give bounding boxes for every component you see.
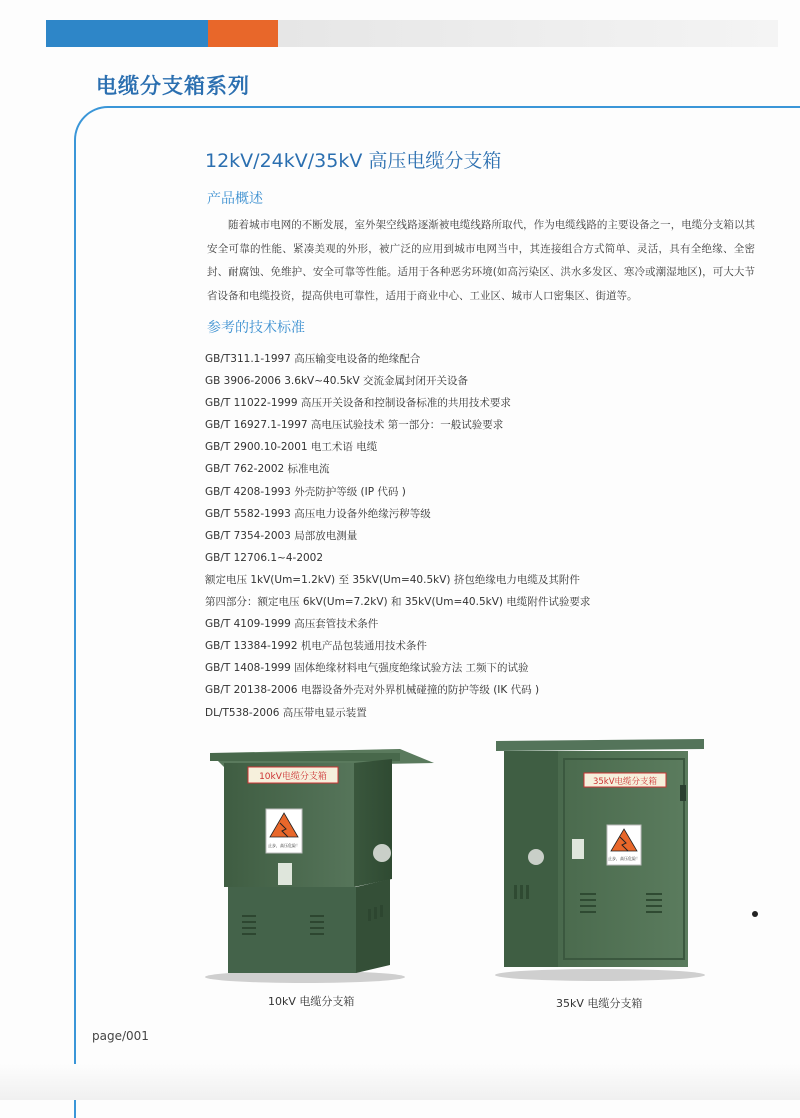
standard-item: 第四部分：额定电压 6kV(Um=7.2kV) 和 35kV(Um=40.5kV) 电缆附件试验要求	[205, 596, 591, 609]
standard-item: DL/T538-2006 高压带电显示装置	[205, 706, 367, 719]
standard-item: GB/T 7354-2003 局部放电测量	[205, 529, 358, 542]
standard-item: GB/T 4109-1999 高压套管技术条件	[205, 618, 379, 631]
standards-list	[205, 348, 590, 724]
header-orange-bar	[208, 20, 278, 47]
standards-heading: 参考的技术标准	[207, 320, 305, 336]
standard-item: GB/T 16927.1-1997 高电压试验技术 第一部分：一般试验要求	[205, 419, 504, 432]
cabinet-35kv-warning: 止步，高压危险！	[608, 856, 640, 861]
series-title: 电缆分支箱系列	[96, 74, 250, 98]
page-number: page/001	[92, 1029, 149, 1043]
cabinet-10kv-label: 10kV电缆分支箱	[259, 772, 327, 782]
standard-item: 额定电压 1kV(Um=1.2kV) 至 35kV(Um=40.5kV) 挤包绝缘电力电缆及其附件	[205, 573, 580, 586]
overview-heading: 产品概述	[207, 191, 263, 207]
standard-item: GB 3906-2006 3.6kV~40.5kV 交流金属封闭开关设备	[205, 375, 468, 388]
standard-item: GB/T 12706.1~4-2002	[205, 551, 324, 564]
standard-item: GB/T 11022-1999 高压开关设备和控制设备标准的共用技术要求	[205, 397, 511, 410]
standard-item: GB/T311.1-1997 高压输变电设备的绝缘配合	[205, 353, 421, 365]
header-gray-bar	[278, 20, 778, 47]
cabinet-10kv-warning: 止步，高压危险！	[268, 843, 300, 848]
page-bottom-edge	[0, 1064, 800, 1100]
scan-speck	[752, 911, 758, 917]
cabinet-10kv-caption: 10kV 电缆分支箱	[268, 995, 355, 1008]
standard-item: GB/T 20138-2006 电器设备外壳对外界机械碰撞的防护等级 (IK 代码 )	[205, 684, 540, 697]
product-title: 12kV/24kV/35kV 高压电缆分支箱	[205, 150, 502, 172]
cabinet-10kv-image	[200, 745, 450, 985]
standard-item: GB/T 762-2002 标准电流	[205, 463, 330, 476]
cabinet-35kv-label: 35kV电缆分支箱	[592, 777, 658, 787]
cabinet-35kv-caption: 35kV 电缆分支箱	[556, 997, 643, 1010]
standard-item: GB/T 5582-1993 高压电力设备外绝缘污秽等级	[205, 507, 431, 520]
overview-text: 随着城市电网的不断发展，室外架空线路逐渐被电缆线路所取代，作为电缆线路的主要设备之一，电缆分支箱以其安全可靠的性能、紧凑美观的外形，被广泛的应用到城市电网当中，其连接组合方式简单、灵活，具有全绝缘、全密封、耐腐蚀、免维护、安全可靠等性能。适用于各种恶劣环境(如高污染区、洪水多发区、寒冷或潮湿地区)，可大大节省设备和电缆投资，提高供电可靠性，适用于商业中心、工业区、城市人口密集区、街道等。	[207, 219, 755, 302]
standard-item: GB/T 13384-1992 机电产品包装通用技术条件	[205, 640, 427, 653]
standard-item: GB/T 1408-1999 固体绝缘材料电气强度绝缘试验方法 工频下的试验	[205, 662, 529, 675]
standard-item: GB/T 2900.10-2001 电工术语 电缆	[205, 441, 378, 454]
cabinet-35kv-image	[490, 735, 720, 985]
header-blue-bar	[46, 20, 208, 47]
standard-item: GB/T 4208-1993 外壳防护等级 (IP 代码 )	[205, 485, 406, 498]
